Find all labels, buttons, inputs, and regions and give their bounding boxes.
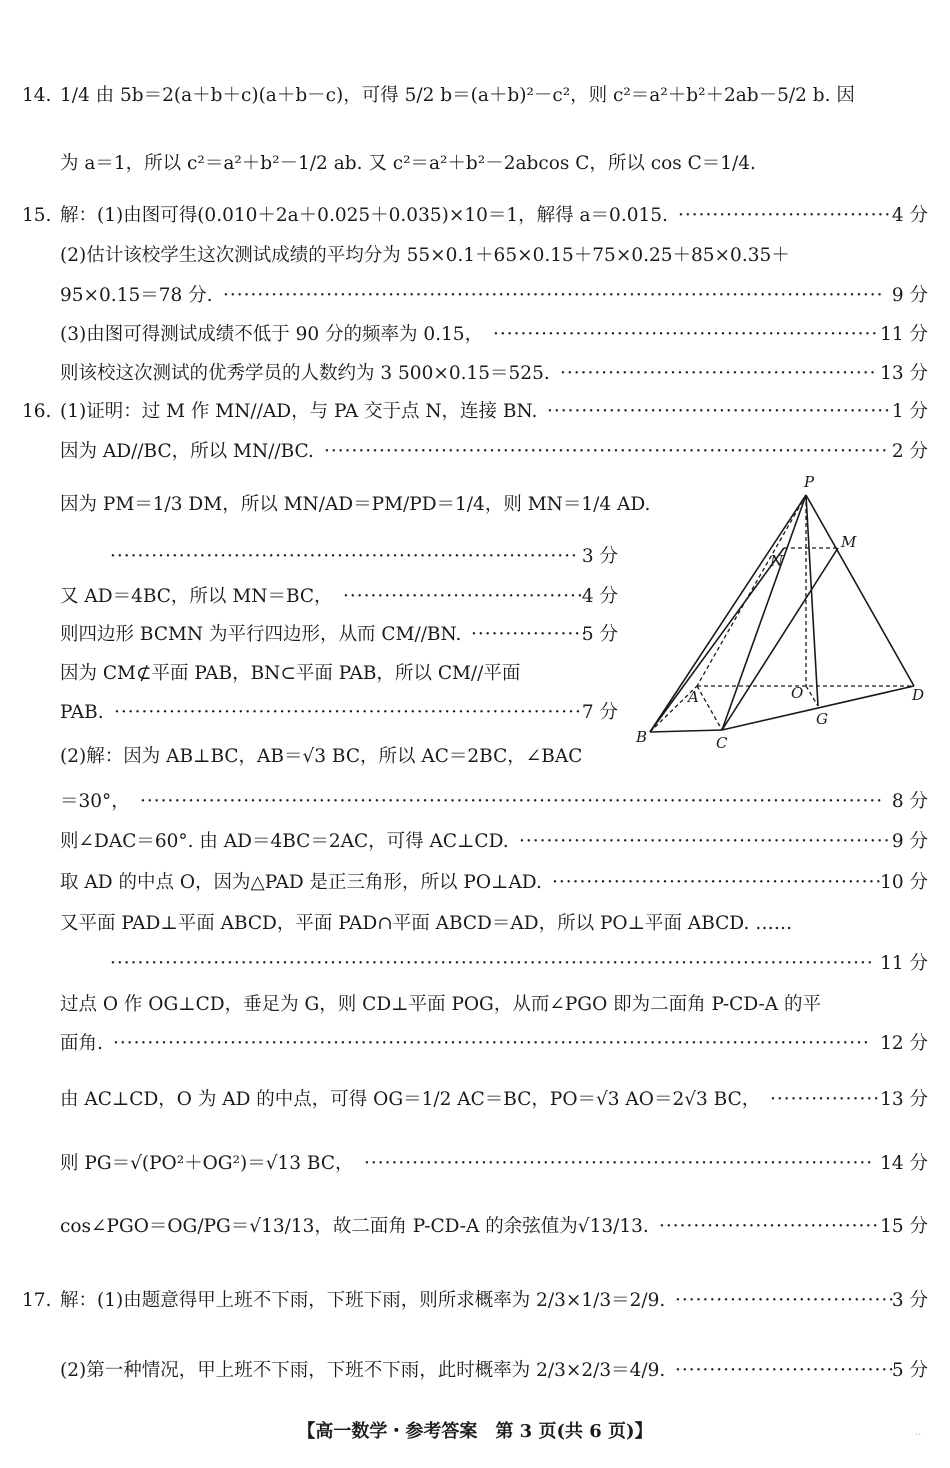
edge-PD — [806, 495, 914, 686]
segment-CM — [722, 548, 838, 730]
score-mark: 9 分 — [891, 831, 928, 852]
answer-text: 因为 PM＝1/3 DM，所以 MN/AD＝PM/PD＝1/4，则 MN＝1/4 AD. — [60, 494, 651, 515]
label-D: D — [912, 686, 925, 704]
dot-leader: ·················································· — [547, 401, 892, 422]
score-mark: 5 分 — [891, 1360, 928, 1381]
answer-text: 解：(1)由图可得(0.010＋2a＋0.025＋0.035)×10＝1，解得 a＝0.015. — [60, 205, 668, 226]
dot-leader: ···································································· — [114, 702, 582, 723]
answer-text: (2)第一种情况，甲上班不下雨，下班不下雨，此时概率为 2/3×2/3＝4/9. — [60, 1360, 666, 1381]
dot-leader: ················································ — [552, 872, 883, 893]
answer-text: PAB. — [60, 702, 104, 723]
dot-leader: ············································································································ — [140, 791, 884, 812]
question-number: 14. — [22, 85, 52, 106]
answer-text: 取 AD 的中点 O，因为△PAD 是正三角形，所以 PO⊥AD. — [60, 872, 542, 893]
segment-BN — [650, 548, 784, 732]
pyramid-figure — [636, 470, 936, 760]
answer-text: (2)解：因为 AB⊥BC，AB＝√3 BC，所以 AC＝2BC，∠BAC — [60, 746, 583, 767]
score-mark: 13 分 — [880, 1089, 928, 1110]
score-mark: 8 分 — [891, 791, 928, 812]
answer-text: 又平面 PAD⊥平面 ABCD，平面 PAD∩平面 ABCD＝AD，所以 PO⊥平面 ABCD. …… — [60, 913, 793, 934]
dot-leader: ································ — [659, 1216, 880, 1237]
answer-text: 则 PG＝√(PO²＋OG²)＝√13 BC， — [60, 1153, 354, 1174]
dot-leader: ································································································ — [223, 285, 884, 306]
score-mark: 2 分 — [891, 441, 928, 462]
score-mark: 9 分 — [891, 285, 928, 306]
score-mark: 4 分 — [581, 586, 618, 607]
score-mark: 12 分 — [880, 1033, 928, 1054]
score-mark: 14 分 — [880, 1153, 928, 1174]
dot-leader: ·················································································· — [324, 441, 889, 462]
answer-text: 因为 CM⊄平面 PAB，BN⊂平面 PAB，所以 CM//平面 — [60, 663, 521, 684]
score-mark: 11 分 — [880, 953, 928, 974]
score-mark: 4 分 — [891, 205, 928, 226]
dot-leader: ································ — [675, 1360, 896, 1381]
segment-PG — [806, 495, 818, 706]
answer-text: (1)证明：过 M 作 MN//AD，与 PA 交于点 N，连接 BN. — [60, 401, 538, 422]
score-mark: 1 分 — [891, 401, 928, 422]
dot-leader: ··································· — [343, 586, 584, 607]
answer-text: cos∠PGO＝OG/PG＝√13/13，故二面角 P-CD-A 的余弦值为√13/13. — [60, 1216, 649, 1237]
dot-leader: ························································ — [493, 324, 879, 345]
score-mark: 11 分 — [880, 324, 928, 345]
label-O: O — [791, 684, 804, 702]
edge-PB — [650, 495, 806, 732]
page-footer: 【高一数学・参考答案 第 3 页(共 6 页)】 — [297, 1421, 653, 1442]
answer-text: 为 a＝1，所以 c²＝a²＋b²－1/2 ab. 又 c²＝a²＋b²－2abcos C，所以 cos C＝1/4. — [60, 153, 756, 174]
answer-text: 95×0.15＝78 分. — [60, 285, 213, 306]
dot-leader: ··············································································································· — [110, 953, 874, 974]
question-number: 16. — [22, 401, 52, 422]
score-mark: 7 分 — [581, 702, 618, 723]
answer-text: 面角. — [60, 1033, 103, 1054]
dot-leader: ······························· — [678, 205, 892, 226]
edge-AC-hidden — [697, 686, 722, 730]
label-M: M — [841, 533, 857, 551]
label-C: C — [716, 734, 728, 752]
score-mark: 13 分 — [880, 363, 928, 384]
label-B: B — [636, 728, 648, 746]
dot-leader: ················ — [770, 1089, 881, 1110]
corner-mark: ·· — [915, 1430, 922, 1441]
answer-text: (2)估计该校学生这次测试成绩的平均分为 55×0.1＋65×0.15＋75×0.25＋85×0.35＋ — [60, 245, 790, 266]
answer-text: 由 AC⊥CD，O 为 AD 的中点，可得 OG＝1/2 AC＝BC，PO＝√3 AO＝2√3 BC， — [60, 1089, 761, 1110]
answer-text: 因为 AD//BC，所以 MN//BC. — [60, 441, 314, 462]
score-mark: 3 分 — [891, 1290, 928, 1311]
question-number: 15. — [22, 205, 52, 226]
label-P: P — [804, 473, 815, 491]
dot-leader: ·········································································· — [364, 1153, 874, 1174]
answer-text: 则∠DAC＝60°. 由 AD＝4BC＝2AC，可得 AC⊥CD. — [60, 831, 509, 852]
dot-leader: ················· — [471, 624, 588, 645]
answer-text: 过点 O 作 OG⊥CD，垂足为 G，则 CD⊥平面 POG，从而∠PGO 即为二面角 P-CD-A 的平 — [60, 994, 822, 1015]
dot-leader: ······················································ — [519, 831, 891, 852]
segment-OG-hidden — [806, 686, 818, 706]
question-number: 17. — [22, 1290, 52, 1311]
dot-leader: ·············································································································· — [113, 1033, 870, 1054]
answer-text: 则该校这次测试的优秀学员的人数约为 3 500×0.15＝525. — [60, 363, 550, 384]
score-mark: 3 分 — [581, 546, 618, 567]
edge-PA-hidden — [697, 495, 806, 686]
answer-text: 则四边形 BCMN 为平行四边形，从而 CM//BN. — [60, 624, 462, 645]
answer-text: 1/4 由 5b＝2(a＋b＋c)(a＋b－c)，可得 5/2 b＝(a＋b)²－c²，则 c²＝a²＋b²＋2ab－5/2 b. 因 — [60, 85, 855, 106]
score-mark: 5 分 — [581, 624, 618, 645]
score-mark: 15 分 — [880, 1216, 928, 1237]
edge-BC — [650, 730, 722, 732]
answer-text: 又 AD＝4BC，所以 MN＝BC， — [60, 586, 333, 607]
label-N: N — [770, 552, 784, 570]
score-mark: 10 分 — [880, 872, 928, 893]
answer-text: (3)由图可得测试成绩不低于 90 分的频率为 0.15， — [60, 324, 484, 345]
label-G: G — [816, 710, 828, 728]
dot-leader: ·············································· — [560, 363, 877, 384]
answer-text: 解：(1)由题意得甲上班不下雨，下班下雨，则所求概率为 2/3×1/3＝2/9. — [60, 1290, 666, 1311]
dot-leader: ································ — [675, 1290, 896, 1311]
answer-text: ＝30°， — [60, 791, 130, 812]
dot-leader: ···································································· — [110, 546, 578, 567]
label-A: A — [688, 688, 699, 706]
